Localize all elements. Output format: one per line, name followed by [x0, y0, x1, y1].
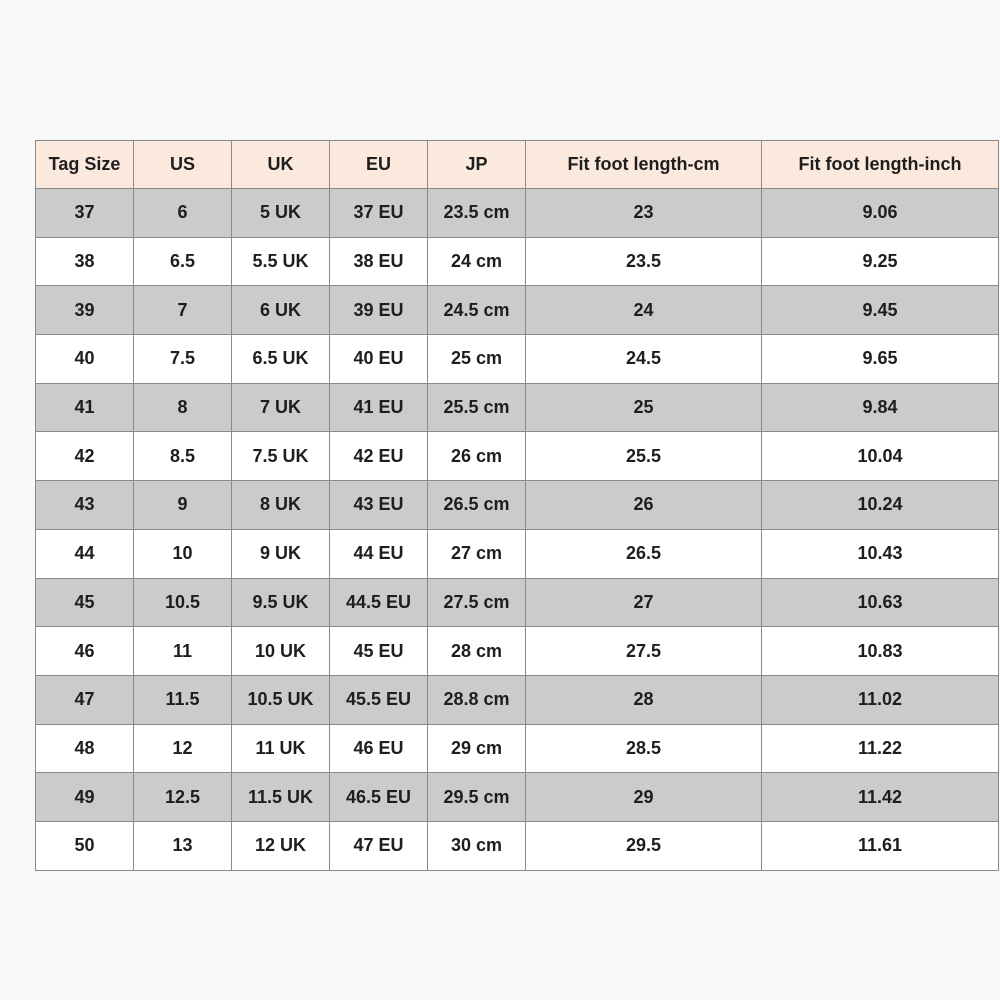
cell-tag-size: 48 [36, 724, 134, 773]
cell-uk: 12 UK [232, 821, 330, 870]
cell-foot-length-inch: 11.61 [762, 821, 999, 870]
cell-jp: 26.5 cm [428, 481, 526, 530]
cell-foot-length-cm: 23.5 [526, 237, 762, 286]
table-row [36, 189, 999, 238]
cell-us: 9 [134, 481, 232, 530]
cell-jp: 24 cm [428, 237, 526, 286]
cell-uk: 8 UK [232, 481, 330, 530]
cell-foot-length-inch: 9.25 [762, 237, 999, 286]
cell-foot-length-cm: 27 [526, 578, 762, 627]
cell-jp: 28 cm [428, 627, 526, 676]
cell-uk: 9 UK [232, 529, 330, 578]
cell-eu: 46 EU [330, 724, 428, 773]
table-header [36, 141, 999, 189]
table-row [36, 578, 999, 627]
cell-foot-length-cm: 25.5 [526, 432, 762, 481]
header-row [36, 141, 999, 189]
cell-tag-size: 46 [36, 627, 134, 676]
cell-foot-length-cm: 29 [526, 773, 762, 822]
cell-jp: 27.5 cm [428, 578, 526, 627]
cell-foot-length-inch: 10.83 [762, 627, 999, 676]
cell-us: 8.5 [134, 432, 232, 481]
cell-foot-length-inch: 10.24 [762, 481, 999, 530]
cell-foot-length-cm: 26 [526, 481, 762, 530]
cell-us: 6.5 [134, 237, 232, 286]
table-row [36, 627, 999, 676]
cell-jp: 25.5 cm [428, 383, 526, 432]
cell-eu: 43 EU [330, 481, 428, 530]
cell-eu: 45.5 EU [330, 675, 428, 724]
cell-tag-size: 40 [36, 335, 134, 384]
cell-tag-size: 44 [36, 529, 134, 578]
cell-foot-length-cm: 24 [526, 286, 762, 335]
cell-uk: 11 UK [232, 724, 330, 773]
column-header-uk: UK [232, 141, 330, 189]
table-row [36, 675, 999, 724]
cell-us: 6 [134, 189, 232, 238]
cell-jp: 29.5 cm [428, 773, 526, 822]
cell-uk: 7 UK [232, 383, 330, 432]
cell-jp: 27 cm [428, 529, 526, 578]
cell-uk: 10.5 UK [232, 675, 330, 724]
cell-tag-size: 49 [36, 773, 134, 822]
cell-foot-length-inch: 11.42 [762, 773, 999, 822]
column-header-foot-length-inch: Fit foot length-inch [762, 141, 999, 189]
cell-uk: 6 UK [232, 286, 330, 335]
cell-eu: 38 EU [330, 237, 428, 286]
cell-eu: 46.5 EU [330, 773, 428, 822]
column-header-jp: JP [428, 141, 526, 189]
size-chart-table [35, 140, 999, 871]
cell-tag-size: 41 [36, 383, 134, 432]
cell-foot-length-cm: 27.5 [526, 627, 762, 676]
cell-foot-length-inch: 10.04 [762, 432, 999, 481]
cell-tag-size: 38 [36, 237, 134, 286]
cell-eu: 44.5 EU [330, 578, 428, 627]
table-row [36, 773, 999, 822]
cell-us: 7.5 [134, 335, 232, 384]
cell-tag-size: 39 [36, 286, 134, 335]
cell-jp: 30 cm [428, 821, 526, 870]
table-body [36, 189, 999, 871]
table-row [36, 821, 999, 870]
cell-uk: 9.5 UK [232, 578, 330, 627]
cell-jp: 26 cm [428, 432, 526, 481]
cell-foot-length-inch: 9.45 [762, 286, 999, 335]
table-row [36, 286, 999, 335]
cell-uk: 11.5 UK [232, 773, 330, 822]
cell-eu: 47 EU [330, 821, 428, 870]
cell-us: 8 [134, 383, 232, 432]
cell-foot-length-inch: 9.06 [762, 189, 999, 238]
cell-uk: 6.5 UK [232, 335, 330, 384]
cell-foot-length-cm: 25 [526, 383, 762, 432]
cell-us: 7 [134, 286, 232, 335]
cell-foot-length-cm: 28 [526, 675, 762, 724]
cell-uk: 5.5 UK [232, 237, 330, 286]
cell-foot-length-cm: 28.5 [526, 724, 762, 773]
table-row [36, 481, 999, 530]
cell-uk: 10 UK [232, 627, 330, 676]
cell-eu: 45 EU [330, 627, 428, 676]
cell-jp: 23.5 cm [428, 189, 526, 238]
cell-tag-size: 43 [36, 481, 134, 530]
column-header-eu: EU [330, 141, 428, 189]
cell-foot-length-inch: 9.65 [762, 335, 999, 384]
cell-us: 10 [134, 529, 232, 578]
cell-uk: 5 UK [232, 189, 330, 238]
table-row [36, 724, 999, 773]
column-header-tag-size: Tag Size [36, 141, 134, 189]
table-row [36, 383, 999, 432]
cell-foot-length-cm: 23 [526, 189, 762, 238]
cell-us: 10.5 [134, 578, 232, 627]
cell-us: 13 [134, 821, 232, 870]
cell-foot-length-inch: 11.22 [762, 724, 999, 773]
cell-tag-size: 47 [36, 675, 134, 724]
table-row [36, 335, 999, 384]
cell-eu: 40 EU [330, 335, 428, 384]
cell-foot-length-cm: 24.5 [526, 335, 762, 384]
cell-eu: 44 EU [330, 529, 428, 578]
cell-jp: 28.8 cm [428, 675, 526, 724]
cell-us: 11 [134, 627, 232, 676]
cell-foot-length-inch: 11.02 [762, 675, 999, 724]
cell-foot-length-cm: 29.5 [526, 821, 762, 870]
cell-jp: 24.5 cm [428, 286, 526, 335]
cell-eu: 37 EU [330, 189, 428, 238]
cell-foot-length-cm: 26.5 [526, 529, 762, 578]
column-header-foot-length-cm: Fit foot length-cm [526, 141, 762, 189]
cell-us: 12 [134, 724, 232, 773]
cell-eu: 39 EU [330, 286, 428, 335]
column-header-us: US [134, 141, 232, 189]
cell-jp: 29 cm [428, 724, 526, 773]
table-row [36, 237, 999, 286]
cell-uk: 7.5 UK [232, 432, 330, 481]
table-row [36, 432, 999, 481]
cell-eu: 42 EU [330, 432, 428, 481]
cell-tag-size: 45 [36, 578, 134, 627]
cell-foot-length-inch: 9.84 [762, 383, 999, 432]
cell-jp: 25 cm [428, 335, 526, 384]
cell-foot-length-inch: 10.43 [762, 529, 999, 578]
cell-tag-size: 50 [36, 821, 134, 870]
cell-foot-length-inch: 10.63 [762, 578, 999, 627]
cell-tag-size: 37 [36, 189, 134, 238]
cell-us: 12.5 [134, 773, 232, 822]
cell-tag-size: 42 [36, 432, 134, 481]
cell-eu: 41 EU [330, 383, 428, 432]
cell-us: 11.5 [134, 675, 232, 724]
table-row [36, 529, 999, 578]
